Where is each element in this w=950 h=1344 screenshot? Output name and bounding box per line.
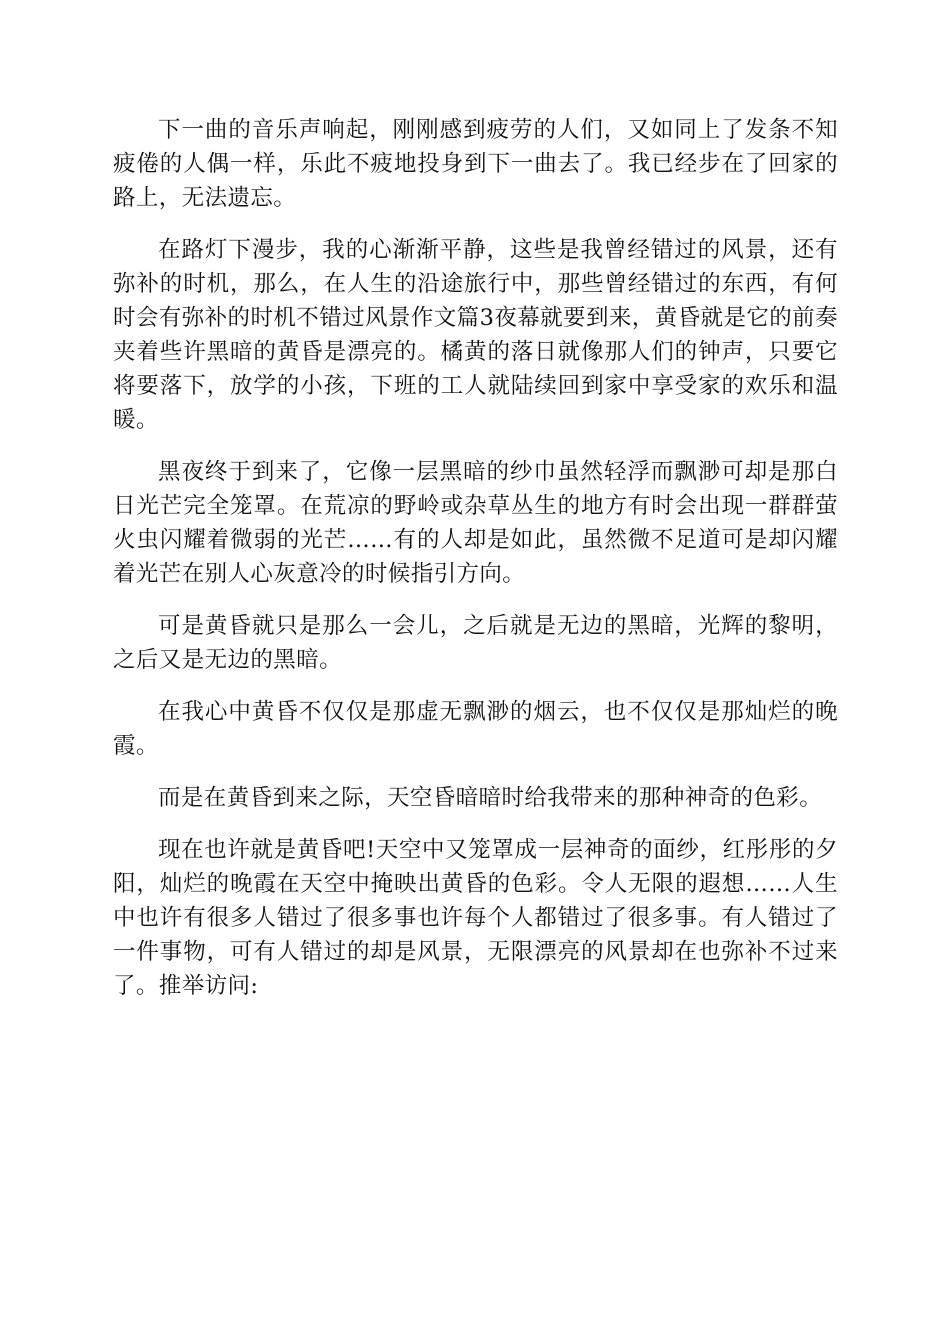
paragraph-2: 在路灯下漫步，我的心渐渐平静，这些是我曾经错过的风景，还有弥补的时机，那么，在人生的沿途旅行中，那些曾经错过的东西，有何时会有弥补的时机不错过风景作文篇3夜幕就要到来，黄昏就是它的前奏夹着些许黑暗的黄昏是漂亮的。橘黄的落日就像那人们的钟声，只要它将要落下，放学的小孩，下班的工人就陆续回到家中享受家的欢乐和温暖。 bbox=[113, 237, 838, 433]
paragraph-1: 下一曲的音乐声响起，刚刚感到疲劳的人们，又如同上了发条不知疲倦的人偶一样，乐此不疲地投身到下一曲去了。我已经步在了回家的路上，无法遗忘。 bbox=[113, 117, 838, 211]
paragraph-4: 可是黄昏就只是那么一会儿，之后就是无边的黑暗，光辉的黎明，之后又是无边的黑暗。 bbox=[113, 613, 838, 673]
paragraph-3: 黑夜终于到来了，它像一层黑暗的纱巾虽然轻浮而飘渺可却是那白日光芒完全笼罩。在荒凉的野岭或杂草丛生的地方有时会出现一群群萤火虫闪耀着微弱的光芒……有的人却是如此，虽然微不足道可是却闪耀着光芒在别人心灰意冷的时候指引方向。 bbox=[113, 459, 838, 587]
paragraph-5: 在我心中黄昏不仅仅是那虚无飘渺的烟云，也不仅仅是那灿烂的晚霞。 bbox=[113, 699, 838, 759]
paragraph-7: 现在也许就是黄昏吧!天空中又笼罩成一层神奇的面纱，红彤彤的夕阳，灿烂的晚霞在天空中掩映出黄昏的色彩。令人无限的遐想……人生中也许有很多人错过了很多事也许每个人都错过了很多事。有人错过了一件事物，可有人错过的却是风景，无限漂亮的风景却在也弥补不过来了。推举访问: bbox=[113, 837, 838, 999]
document-body bbox=[113, 113, 838, 1021]
paragraph-6: 而是在黄昏到来之际，天空昏暗暗时给我带来的那种神奇的色彩。 bbox=[158, 785, 823, 811]
